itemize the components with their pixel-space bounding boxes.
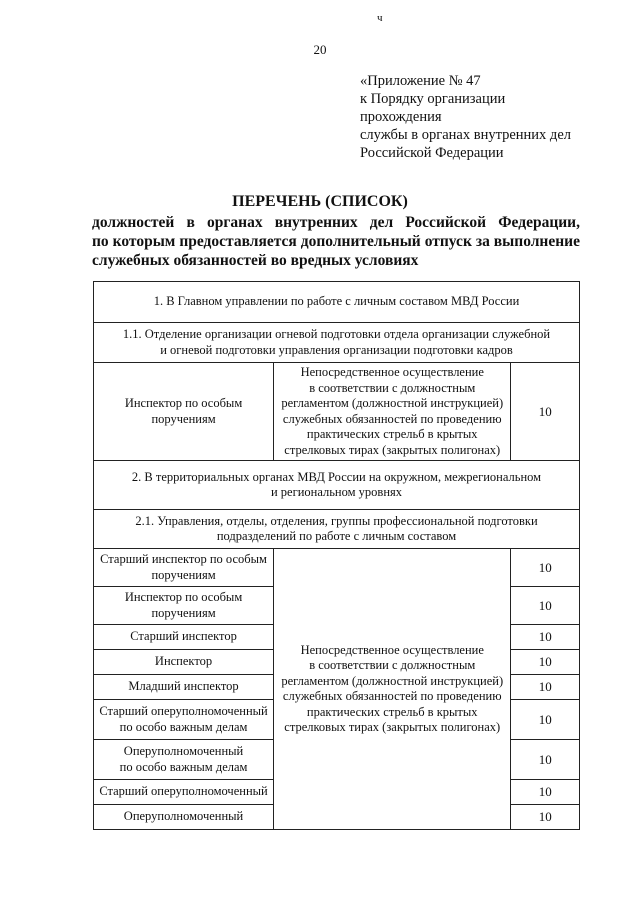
value-cell: 10 xyxy=(511,587,580,625)
position-line: по особо важным делам xyxy=(119,719,248,734)
duty-line: Непосредственное осуществление xyxy=(300,365,484,379)
section-heading-row xyxy=(94,282,580,323)
position-line: Инспектор по особым xyxy=(124,590,243,604)
document-title: ПЕРЕЧЕНЬ (СПИСОК) xyxy=(232,193,408,210)
table-row xyxy=(94,363,580,461)
duty-line: регламентом (должностной инструкцией) xyxy=(281,673,504,688)
subsection-heading-row xyxy=(94,510,580,549)
margin-mark: ч xyxy=(377,12,383,24)
subsection-heading xyxy=(94,323,580,363)
duty-line: стрелковых тирах (закрытых полигонах) xyxy=(284,720,501,734)
value-cell: 10 xyxy=(511,780,580,805)
value-cell: 10 xyxy=(511,650,580,675)
position-line: Старший инспектор xyxy=(130,629,237,644)
position-line: Старший инспектор по особым xyxy=(100,552,267,566)
position-line: Старший оперуполномоченный xyxy=(99,784,268,799)
document-subtitle xyxy=(92,213,580,270)
position-cell xyxy=(94,675,274,700)
position-cell xyxy=(94,740,274,780)
value-cell: 10 xyxy=(511,700,580,740)
value-cell: 10 xyxy=(511,549,580,587)
position-cell xyxy=(94,700,274,740)
position-line: поручениям xyxy=(151,605,216,620)
subsection-heading xyxy=(94,510,580,549)
section-heading-text: 1. В Главном управлении по работе с личным составом МВД России xyxy=(153,294,520,309)
position-line: Инспектор по особым xyxy=(124,396,243,410)
duty-line: служебных обязанностей по проведению xyxy=(282,689,502,703)
page-number: 20 xyxy=(313,42,327,57)
appendix-line: Российской Федерации xyxy=(360,145,504,161)
position-line: поручениям xyxy=(151,411,216,426)
position-line: Младший инспектор xyxy=(128,679,239,694)
position-line: Инспектор xyxy=(154,654,213,669)
value-cell: 10 xyxy=(511,805,580,830)
subsection-heading-row xyxy=(94,323,580,363)
appendix-reference xyxy=(360,72,571,162)
duty-cell xyxy=(274,549,511,830)
value-cell: 10 xyxy=(511,363,580,461)
appendix-line: прохождения xyxy=(360,109,442,125)
position-cell xyxy=(94,625,274,650)
subtitle-line: должностей в органах внутренних дел Российской Федерации, xyxy=(92,214,580,231)
positions-table xyxy=(93,281,580,830)
appendix-line: «Приложение № 47 xyxy=(360,73,481,89)
subsection-heading-line: 2.1. Управления, отделы, отделения, группы профессиональной подготовки xyxy=(135,513,538,528)
appendix-line: к Порядку организации xyxy=(360,91,506,107)
duty-line: практических стрельб в крытых xyxy=(306,427,478,441)
section-heading xyxy=(94,282,580,323)
section-heading-row xyxy=(94,461,580,510)
duty-line: в соответствии с должностным xyxy=(309,380,476,395)
section-heading xyxy=(94,461,580,510)
subsection-heading-line: и огневой подготовки управления организации подготовки кадров xyxy=(160,342,513,357)
subsection-heading-line: подразделений по работе с личным составом xyxy=(216,529,457,543)
duty-line: практических стрельб в крытых xyxy=(306,704,478,719)
value-cell: 10 xyxy=(511,740,580,780)
position-cell xyxy=(94,805,274,830)
duty-line: стрелковых тирах (закрытых полигонах) xyxy=(284,442,501,457)
position-line: поручениям xyxy=(151,567,216,582)
position-cell xyxy=(94,363,274,461)
position-cell xyxy=(94,650,274,675)
duty-cell xyxy=(274,363,511,461)
position-cell xyxy=(94,587,274,625)
value-cell: 10 xyxy=(511,625,580,650)
subtitle-line: служебных обязанностей во вредных условиях xyxy=(92,252,419,269)
duty-line: регламентом (должностной инструкцией) xyxy=(281,396,504,410)
position-line: Оперуполномоченный xyxy=(123,744,244,758)
section-heading-line: 2. В территориальных органах МВД России на окружном, межрегиональном xyxy=(131,469,542,484)
position-line: Оперуполномоченный xyxy=(123,809,244,824)
position-line: Старший оперуполномоченный xyxy=(99,704,268,718)
position-cell xyxy=(94,780,274,805)
duty-line: Непосредственное осуществление xyxy=(300,642,484,657)
value-cell: 10 xyxy=(511,675,580,700)
duty-line: служебных обязанностей по проведению xyxy=(282,411,502,426)
duty-line: в соответствии с должностным xyxy=(309,658,476,672)
section-heading-line: и региональном уровнях xyxy=(270,485,403,499)
subsection-heading-line: 1.1. Отделение организации огневой подготовки отдела организации служебной xyxy=(122,327,551,341)
position-cell xyxy=(94,549,274,587)
appendix-line: службы в органах внутренних дел xyxy=(360,127,571,143)
position-line: по особо важным делам xyxy=(119,759,248,774)
table-row xyxy=(94,549,580,587)
subtitle-line: по которым предоставляется дополнительный отпуск за выполнение xyxy=(92,233,580,250)
